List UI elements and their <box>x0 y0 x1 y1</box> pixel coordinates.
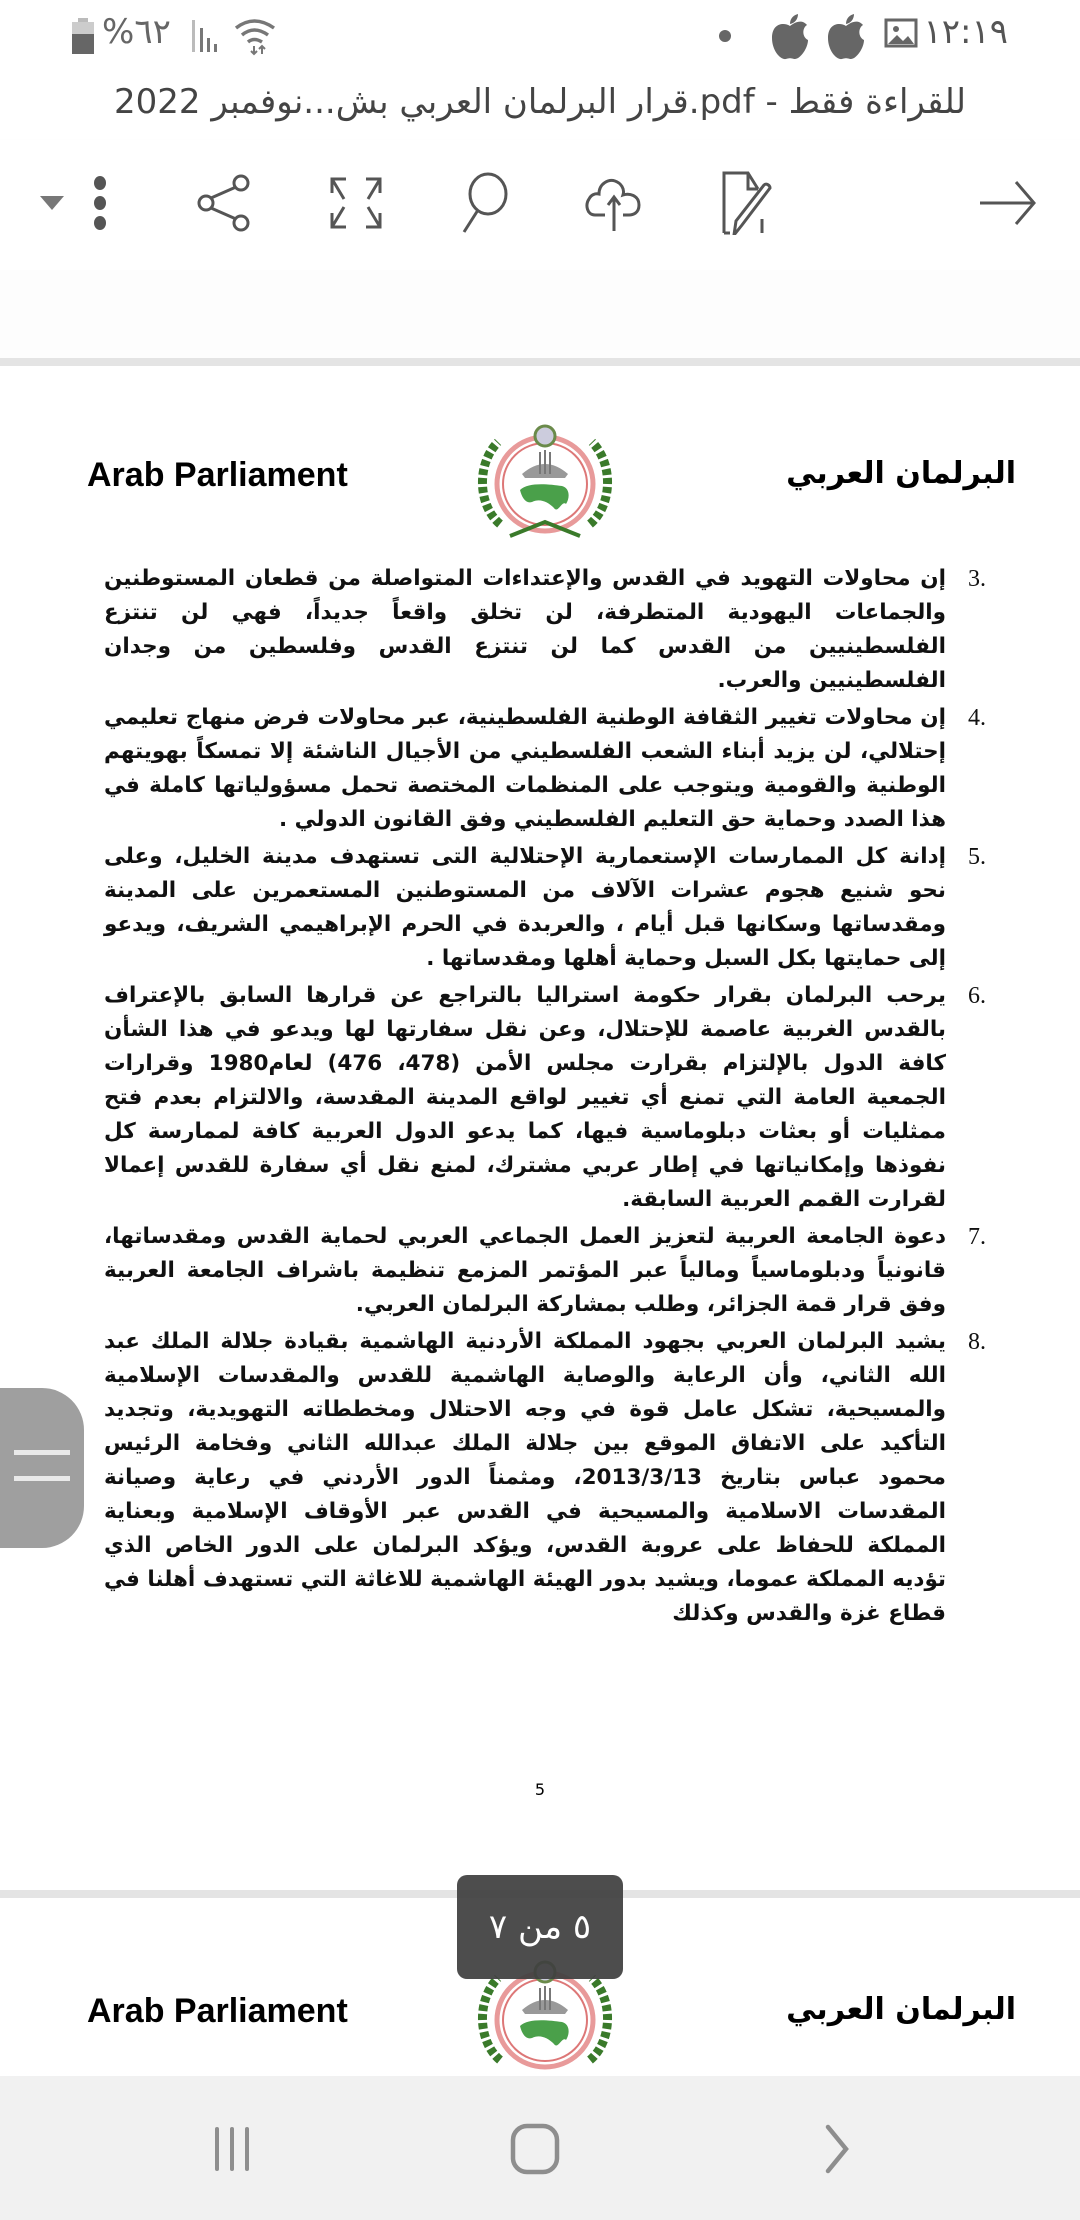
signal-icon <box>190 20 222 58</box>
share-icon <box>196 173 256 237</box>
item-number: 8. <box>968 1329 986 1355</box>
home-icon <box>510 2123 560 2179</box>
more-options-icon <box>93 176 107 234</box>
home-button[interactable] <box>490 2116 580 2186</box>
header-arabic: البرلمان العربي <box>786 456 1016 491</box>
fast-scroll-handle[interactable] <box>0 1388 84 1548</box>
toolbar <box>0 140 1080 270</box>
pdf-page <box>0 366 1080 1890</box>
header-arabic: البرلمان العربي <box>786 1992 1016 2027</box>
item-number: 4. <box>968 705 986 731</box>
share-button[interactable] <box>186 165 266 245</box>
resolution-item <box>104 840 986 976</box>
header-english: Arab Parliament <box>87 456 348 494</box>
edit-document-icon <box>720 171 776 239</box>
back-icon <box>822 2124 852 2178</box>
item-text: يرحب البرلمان بقرار حكومة استراليا بالتراجع عن قرارها السابق بالإعتراف بالقدس الغربية عاصمة للإحتلال، وعن نقل سفارتها لها ويدعو في هذا الشأن كافة الدول بالإلتزام بقرارت مجلس الأمن (478، 476) لعام1980 وقرارات الجمعية العامة التي تمنع أي تغيير لواقع المدينة المقدسة، والالتزام بعدم فتح ممثليات أو بعثات دبلوماسية فيها، كما يدعو الدول العربية كافة لممارسة كل نفوذها وإمكانياتها في إطار عربي مشترك، لمنع نقل أي سفارة للقدس إعمالا لقرارت القمم العربية السابقة. <box>104 983 946 1212</box>
status-bar <box>0 0 1080 72</box>
system-navigation-bar <box>0 2076 1080 2220</box>
recent-apps-icon <box>209 2125 257 2177</box>
item-text: إن محاولات تغيير الثقافة الوطنية الفلسطينية، عبر محاولات فرض منهاج تعليمي إحتلالي، لن يزيد أبناء الشعب الفلسطيني من الأجيال الناشئة إلا تمسكاً بهويتهم الوطنية والقومية ويتوجب على المنظمات المختصة تحمل مسؤولياتها كاملة في هذا الصدد وحماية حق التعليم الفلسطيني وفق القانون الدولي . <box>104 705 946 832</box>
item-text: يشيد البرلمان العربي بجهود المملكة الأردنية الهاشمية بقيادة جلالة الملك عبد الله الثاني، وأن الرعاية والوصاية الهاشمية للقدس والمقدسات الإسلامية والمسيحية، تشكل عامل قوة في وجه الاحتلال ومخططاته التهويدية، وتجديد التأكيد على الاتفاق الموقع بين جلالة الملك عبدالله الثاني وفخامة الرئيس محمود عباس بتاريخ 2013/3/13، ومثمناً الدور الأردني في رعاية وصيانة المقدسات الاسلامية والمسيحية في القدس عبر الأوقاف الإسلامية وبعناية المملكة للحفاظ على عروبة القدس، ويؤكد البرلمان على الدور الخاص الذي تؤديه المملكة عموما، ويشيد بدور الهيئة الهاشمية للاغاثة التي تستهدف أهلنا في قطاع غزة والقدس وكذلك <box>104 1329 946 1626</box>
wifi-icon <box>232 16 280 60</box>
fullscreen-button[interactable] <box>316 165 396 245</box>
resolution-item <box>104 1325 986 1631</box>
recent-apps-button[interactable] <box>188 2116 278 2186</box>
resolution-item <box>104 562 986 698</box>
resolution-items <box>104 562 986 1634</box>
item-number: 5. <box>968 844 986 870</box>
gallery-icon <box>884 18 918 52</box>
resolution-item <box>104 979 986 1217</box>
handle-line <box>14 1450 70 1455</box>
forward-arrow-icon <box>978 180 1038 230</box>
dot-icon <box>718 28 732 47</box>
page-indicator: ٥ من ٧ <box>457 1875 623 1979</box>
page-separator <box>0 358 1080 366</box>
resolution-item <box>104 1220 986 1322</box>
item-number: 7. <box>968 1224 986 1250</box>
battery-percent: %٦٢ <box>102 12 171 52</box>
apple-icon <box>768 14 812 64</box>
item-number: 6. <box>968 983 986 1009</box>
battery-icon <box>70 18 96 58</box>
edit-button[interactable] <box>708 165 788 245</box>
forward-button[interactable] <box>968 165 1048 245</box>
apple-icon <box>824 14 868 64</box>
back-button[interactable] <box>792 2116 882 2186</box>
document-title: قرار البرلمان العربي بش...نوفمبر 2022.pdf - للقراءة فقط <box>114 82 966 122</box>
item-text: إن محاولات التهويد في القدس والإعتداءات المتواصلة من قطعان المستوطنين والجماعات اليهودية المتطرفة، لن تخلق واقعاً جديداً، فهي لن تنتزع الفلسطينيين من القدس كما لن تنتزع القدس وفلسطين من وجدان الفلسطينيين والعرب. <box>104 566 946 693</box>
resolution-item <box>104 701 986 837</box>
item-number: 3. <box>968 566 986 592</box>
item-text: دعوة الجامعة العربية لتعزيز العمل الجماعي العربي لحماية القدس ومقدساتها، قانونياً ودبلوماسياً ومالياً عبر المؤتمر المزمع تنظيمة باشراف الجامعة العربية وفق قرار قمة الجزائر، وطلب بمشاركة البرلمان العربي. <box>104 1224 946 1317</box>
cloud-upload-icon <box>583 175 647 235</box>
search-icon <box>454 172 514 238</box>
fullscreen-icon <box>330 177 382 233</box>
cloud-upload-button[interactable] <box>575 165 655 245</box>
search-button[interactable] <box>444 165 524 245</box>
item-text: إدانة كل الممارسات الإستعمارية الإحتلالية التى تستهدف مدينة الخليل، وعلى نحو شنيع هجوم عشرات الآلاف من المستوطنين المستعمرين على المدينة ومقدساتها وسكانها قبل أيام ، والعربدة في الحرم الإبراهيمي الشريف، ويدعو إلى حمايتها بكل السبل وحماية أهلها ومقدساتها . <box>104 844 946 971</box>
more-options-button[interactable] <box>60 165 140 245</box>
header-english: Arab Parliament <box>87 1992 348 2030</box>
arab-parliament-logo <box>470 424 620 544</box>
title-bar <box>0 72 1080 132</box>
page-number: 5 <box>534 1780 546 1799</box>
handle-line <box>14 1476 70 1481</box>
status-time: ١٢:١٩ <box>923 12 1008 52</box>
